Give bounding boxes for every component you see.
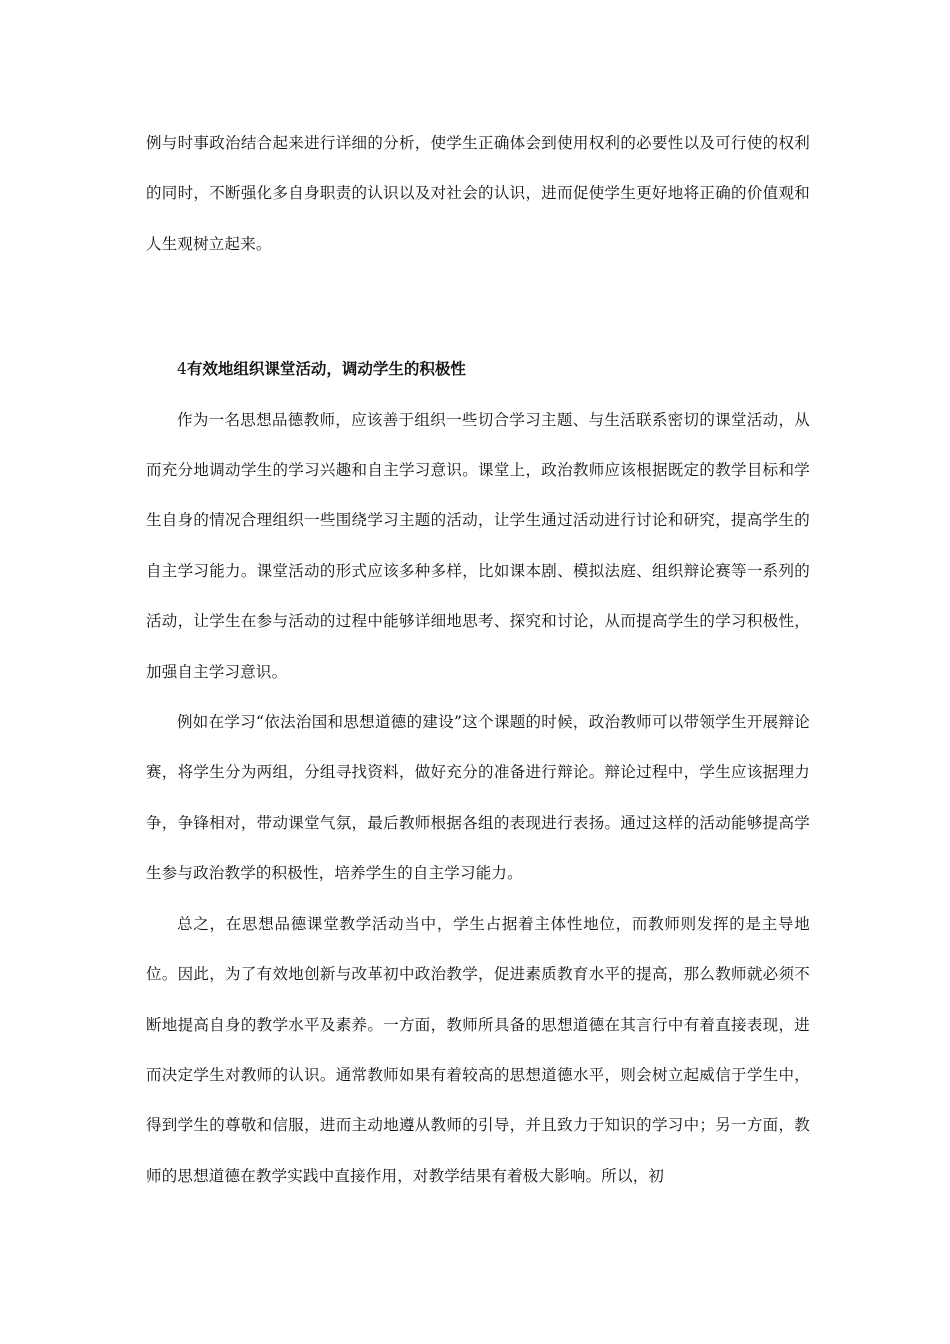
paragraph-example-debate: 例如在学习“依法治国和思想道德的建设”这个课题的时候，政治教师可以带领学生开展辩论赛，将学生分为两组，分组寻找资料，做好充分的准备进行辩论。辩论过程中，学生应该据理力争，争锋相对，带动课堂气氛，最后教师根据各组的表现进行表扬。通过这样的活动能够提高学生参与政治教学的积极性，培养学生的自主学习能力。 <box>146 713 810 883</box>
paragraph-continuation: 例与时事政治结合起来进行详细的分析，使学生正确体会到使用权利的必要性以及可行使的权利的同时，不断强化多自身职责的认识以及对社会的认识，进而促使学生更好地将正确的价值观和人生观树立起来。 <box>146 134 810 253</box>
paragraph-conclusion: 总之，在思想品德课堂教学活动当中，学生占据着主体性地位，而教师则发挥的是主导地位。因此，为了有效地创新与改革初中政治教学，促进素质教育水平的提高，那么教师就必须不断地提高自身的教学水平及素养。一方面，教师所具备的思想道德在其言行中有着直接表现，进而决定学生对教师的认识。通常教师如果有着较高的思想道德水平，则会树立起威信于学生中，得到学生的尊敬和信服，进而主动地遵从教师的引导，并且致力于知识的学习中；另一方面，教师的思想道德在教学实践中直接作用，对教学结果有着极大影响。所以，初 <box>146 914 810 1185</box>
section-title: 有效地组织课堂活动，调动学生的积极性 <box>186 360 466 379</box>
section-number: 4 <box>177 360 187 379</box>
section-gap <box>146 269 810 344</box>
section-heading <box>146 344 810 394</box>
paragraph-activities: 作为一名思想品德教师，应该善于组织一些切合学习主题、与生活联系密切的课堂活动，从而充分地调动学生的学习兴趣和自主学习意识。课堂上，政治教师应该根据既定的教学目标和学生自身的情况合理组织一些围绕学习主题的活动，让学生通过活动进行讨论和研究，提高学生的自主学习能力。课堂活动的形式应该多种多样，比如课本剧、模拟法庭、组织辩论赛等一系列的活动，让学生在参与活动的过程中能够详细地思考、探究和讨论，从而提高学生的学习积极性，加强自主学习意识。 <box>146 410 810 681</box>
document-body <box>146 118 810 1201</box>
